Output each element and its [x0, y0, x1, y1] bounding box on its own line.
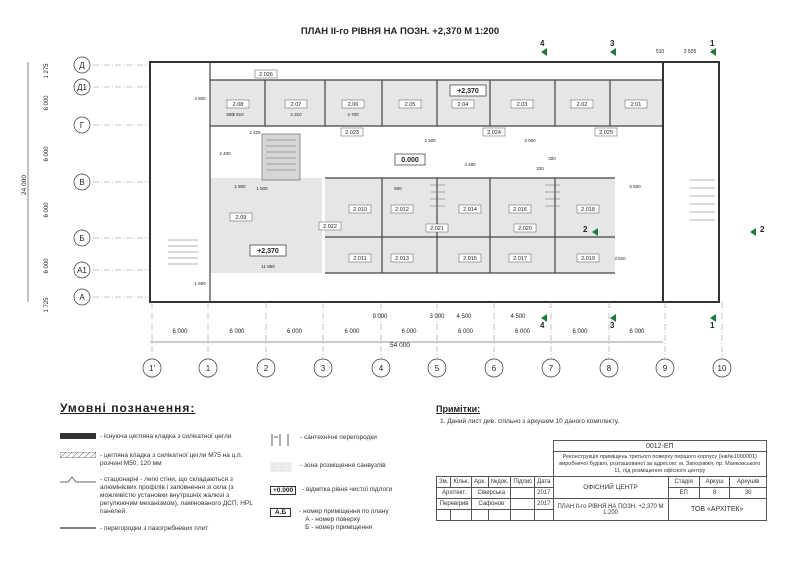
room-number: 2.014 — [463, 207, 477, 213]
legend-item-toilet-zone: - зона розміщення санвузлів — [270, 462, 420, 472]
central-stair — [262, 134, 300, 180]
dimension-label: 900 — [226, 112, 234, 117]
dimension-label: 300 — [548, 156, 556, 161]
section-arrow-icon — [750, 228, 756, 236]
sanitary-partition-icon — [270, 434, 292, 446]
level-mark-bottom: +2,370 — [257, 248, 279, 255]
room-number: 2.016 — [513, 207, 527, 213]
room-number: 2.015 — [463, 256, 477, 262]
section-mark-1-top: 1 — [710, 39, 715, 48]
notes-title: Примітки: — [436, 404, 481, 414]
col-dim-label: 6 000 — [229, 329, 245, 335]
room-number: 2.026 — [259, 72, 273, 78]
dotted-zone-icon — [270, 462, 292, 472]
col-dim-label: 6 000 — [457, 329, 474, 335]
room-number: 2.017 — [513, 256, 527, 262]
row-axis-label: В — [79, 178, 85, 187]
project-description: Реконструкція приміщень третього поверху першого корпусу (інв№1000001) виробничої будівлі, розташованої за адресою: м. Запоріжжя, пр. Маяковського 11, під розміщення офісного центру — [553, 452, 767, 477]
legend — [60, 401, 420, 421]
row-axis-label: Г — [79, 121, 85, 130]
dimension-label: 4 310 — [290, 112, 302, 117]
room-symbol: А.Б — [270, 508, 291, 517]
row-dim-label: 6 000 — [44, 258, 50, 274]
col-dim-label: 6 000 — [344, 329, 360, 335]
col-axis-label: 10 — [717, 364, 727, 373]
dimension-label: 800 — [394, 186, 402, 191]
legend-item-level: +0.000 - відмітка рівня чистої підлоги — [270, 486, 422, 495]
dimension-label: 320 — [536, 166, 544, 171]
col-axis-label: 8 — [606, 364, 612, 373]
legend-item-partitions: - перегородки з пазогребневих плит — [60, 525, 260, 533]
top-dim-label: 510 — [655, 49, 665, 55]
object-name: ОФІСНИЙ ЦЕНТР — [553, 477, 668, 499]
room-number: 2.04 — [457, 102, 469, 108]
room-number: 2.024 — [487, 130, 501, 136]
dimension-label: 2 400 — [219, 151, 231, 156]
room-number: 2.021 — [430, 226, 444, 232]
legend-item-room-number: А.Б - номер приміщення по плану А - номер поверху Б - номер приміщення — [270, 508, 419, 532]
row-dim-label: 6 000 — [44, 202, 50, 218]
total-width: 54 000 — [390, 342, 410, 349]
section-mark-2-right: 2 — [760, 225, 765, 234]
col-dim-label: 6 000 — [629, 329, 645, 335]
room-number: 2.03 — [516, 102, 528, 108]
room-number: 2.08 — [232, 102, 244, 108]
dimension-label: 11 850 — [261, 264, 275, 269]
dimension-label: 2 425 — [249, 130, 261, 135]
row-axis-label: Д — [79, 61, 85, 70]
drawing-title: ПЛАН ІІ-го РІВНЯ НА ПОЗН. +2,370 М 1:200 — [300, 26, 500, 37]
project-code: 0012-ЕП — [553, 441, 767, 452]
row-axis-label: Б — [79, 234, 85, 243]
room-209-zone — [210, 178, 322, 273]
thin-wall-icon — [60, 525, 96, 531]
section-arrow-icon — [610, 48, 616, 56]
row-axis-label: Д1 — [77, 83, 87, 92]
col-axis-label: 4 — [378, 364, 384, 373]
room-number: 2.018 — [581, 207, 595, 213]
section-mark-3-bottom: 3 — [610, 321, 615, 330]
title-block: 0012-ЕП Реконструкція приміщень третього поверху першого корпусу (інв№1000001) виробничої будівлі, розташованої за адресою: м. Запоріжжя, пр. Маяковського 11, під розміщення офісного центру Зм. Кільк. Арк. №док. Підпис Дата ОФІСНИЙ ЦЕНТР Стадія Аркуш Аркушів Архітект. Сіверська 2017 ЕП 8 30 Перевірив Сафонов 2017 ПЛАН ІІ-го РІВНЯ НА ПОЗН. +2,370 М 1:200 ТОВ «АРХІТЕК» — [436, 440, 767, 521]
dimension-label: 4 700 — [347, 112, 359, 117]
inner-dim-label: 3 000 — [429, 314, 445, 320]
inner-dim-label: 4 500 — [510, 314, 526, 320]
col-dim-label: 6 000 — [572, 329, 588, 335]
sheet-title: ПЛАН ІІ-го РІВНЯ НА ПОЗН. +2,370 М 1:200 — [553, 499, 668, 521]
col-axis-label: 7 — [548, 364, 554, 373]
row-axes — [44, 57, 150, 313]
section-mark-4-top: 4 — [540, 39, 545, 48]
col-axis-label: 1 — [205, 364, 211, 373]
room-number: 2.010 — [353, 207, 367, 213]
col-dim-label: 6 000 — [286, 329, 303, 335]
section-mark-1-bottom: 1 — [710, 321, 715, 330]
notes — [436, 404, 766, 425]
room-number: 2.02 — [576, 102, 588, 108]
dimension-label: 2 510 — [232, 112, 244, 117]
glass-wall-icon — [60, 476, 96, 484]
notes-text: 1. Даний лист див. спільно з аркушем 10 даного комплекту. — [440, 418, 620, 425]
level-symbol: +0.000 — [270, 486, 296, 495]
room-number: 2.020 — [518, 226, 532, 232]
room-number: 2.013 — [395, 256, 409, 262]
section-mark-4-bottom: 4 — [540, 321, 545, 330]
dimension-label: 3 000 — [524, 138, 536, 143]
col-dim-label: 6 000 — [172, 329, 188, 335]
col-dim-label: 6 000 — [514, 329, 531, 335]
legend-item-new-brick: - цегляна кладка з силікатної цегли М75 на ц.п. розчині М50, 120 мм — [60, 452, 260, 468]
col-axis-label: 5 — [434, 364, 440, 373]
total-depth: 24 000 — [21, 175, 28, 195]
dimension-label: 3 300 — [424, 138, 436, 143]
company-name: ТОВ «АРХІТЕК» — [668, 499, 767, 521]
row-axis-label: А1 — [77, 266, 87, 275]
room-number: 2.09 — [235, 215, 247, 221]
room-number: 2.022 — [323, 224, 337, 230]
legend-title: Умовні позначення: — [60, 401, 196, 415]
section-arrow-icon — [541, 48, 547, 56]
col-dim-label: 6 000 — [401, 329, 417, 335]
top-dim-label: 3 505 — [683, 49, 697, 55]
dimension-label: 4 800 — [194, 96, 206, 101]
col-axis-label: 2 — [263, 364, 269, 373]
room-number: 2.012 — [395, 207, 409, 213]
row-axis-label: А — [79, 293, 85, 302]
section-mark-3-top: 3 — [610, 39, 615, 48]
level-mark-top: +2,370 — [457, 88, 479, 95]
legend-item-existing: - існуюча цегляна кладка з силікатної цегли — [60, 433, 260, 441]
row-dim-label: 1 275 — [44, 63, 50, 79]
col-axis-label: 9 — [662, 364, 668, 373]
room-number: 2.011 — [353, 256, 367, 262]
dimension-label: 1 800 — [234, 184, 246, 189]
room-number: 2.05 — [404, 102, 416, 108]
room-number: 2.01 — [630, 102, 642, 108]
top-rooms-zone — [210, 80, 662, 126]
room-number: 2.025 — [599, 130, 613, 136]
col-axis-label: 3 — [320, 364, 326, 373]
section-mark-2-inner: 2 — [583, 225, 588, 234]
room-number: 2.023 — [345, 130, 359, 136]
diagonal-hatch-icon — [60, 452, 96, 458]
stair-block-outline — [663, 62, 719, 302]
legend-item-light-walls: - стаціонарні - легкі стіни, що складаються з алюмінієвих профілів і заповнення зі скла (з можливістю установки внутрішніх жалюзі з регулюючим механізмом), ламінованого ДСП, HPL панелей. — [60, 476, 260, 516]
level-mark-mid: 0.000 — [401, 157, 419, 164]
row-dim-label: 1 725 — [44, 297, 50, 313]
dimension-label: 1 950 — [194, 281, 206, 286]
row-dim-label: 6 000 — [44, 146, 50, 162]
inner-dim-label: 4 500 — [456, 314, 472, 320]
row-dim-label: 6 000 — [44, 95, 50, 111]
brick-hatch-icon — [60, 433, 96, 439]
dimension-label: 1 500 — [256, 186, 268, 191]
inner-dim-label: 9 000 — [372, 314, 388, 320]
room-number: 2.06 — [347, 102, 359, 108]
room-number: 2.019 — [581, 256, 595, 262]
dimension-label: 5 560 — [629, 184, 641, 189]
col-axis-label: 1' — [149, 364, 155, 373]
dimension-label: 3 620 — [614, 256, 626, 261]
legend-item-sanitary: - сантехнічні перегородки — [270, 434, 420, 446]
dimension-label: 4 480 — [464, 162, 476, 167]
room-number: 2.07 — [290, 102, 302, 108]
col-axis-label: 6 — [491, 364, 497, 373]
